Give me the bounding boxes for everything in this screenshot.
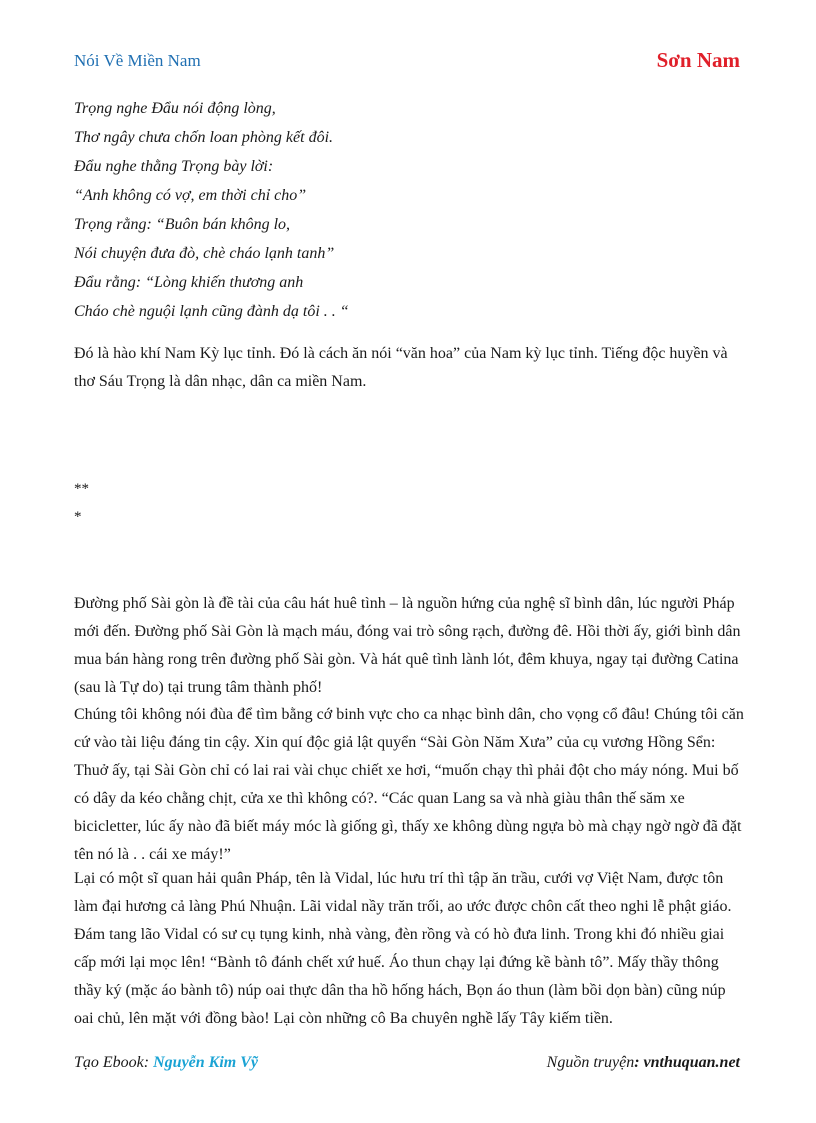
paragraph-1: Đó là hào khí Nam Kỳ lục tỉnh. Đó là cách ăn nói “văn hoa” của Nam kỳ lục tỉnh. Tiếng độc huyền và thơ Sáu Trọng là dân nhạc, dân ca miền Nam. [74,345,728,390]
source-site: vnthuquan.net [643,1054,740,1071]
ebook-label: Tạo Ebook [74,1054,144,1071]
poem-line: “Anh không có vợ, em thời chỉ cho” [74,187,307,204]
paragraph-3: Chúng tôi không nói đùa để tìm bằng cớ binh vực cho ca nhạc bình dân, cho vọng cổ đâu! Chúng tôi căn cứ vào tài liệu đáng tin cậy. Xin quí độc giả lật quyển “Sài Gòn Năm Xưa” của cụ vương Hồng Sển: Thuở ấy, tại Sài Gòn chỉ có lai rai vài chục chiết xe hơi, “muốn chạy thì phải đột cho máy nóng. Mui bố có dây da kéo chằng chịt, cửa xe thì không có?. “Các quan Lang sa và nhà giàu thân thế săm xe bicicletter, lúc ấy nào đã biết máy móc là giống gì, thấy xe không dùng ngựa bò mà chạy ngờ ngờ đã đặt tên nó là . . cái xe máy!” [74,706,744,863]
poem-line: Đẩu nghe thằng Trọng bày lời: [74,158,274,175]
ebook-separator: : [143,1054,154,1071]
book-title: Nói Về Miền Nam [74,51,201,70]
separator-single-star: * [74,509,82,525]
poem-line: Nói chuyện đưa đò, chè cháo lạnh tanh” [74,245,335,262]
author-name: Sơn Nam [656,48,740,72]
poem-line: Đẩu rằng: “Lòng khiến thương anh [74,274,304,291]
poem-line: Cháo chè nguội lạnh cũng đành dạ tôi . . “ [74,303,349,320]
separator-double-star: ** [74,481,89,497]
poem-line: Trọng nghe Đẩu nói động lòng, [74,100,276,117]
footer-ebook-credit [74,1054,258,1072]
poem-line: Thơ ngây chưa chốn loan phòng kết đôi. [74,129,334,146]
ebook-creator-name: Nguyễn Kim Vỹ [153,1054,258,1071]
paragraph-2: Đường phố Sài gòn là đề tài của câu hát huê tình – là nguồn hứng của nghệ sĩ bình dân, lúc người Pháp mới đến. Đường phố Sài Gòn là mạch máu, đóng vai trò sông rạch, đường đê. Hồi thời ấy, giới bình dân mua bán hàng rong trên đường phố Sài gòn. Và hát quê tình lành lót, đêm khuya, ngay tại đường Catina (sau là Tự do) tại trung tâm thành phố! [74,595,741,696]
footer-source-credit [547,1054,740,1072]
poem-line: Trọng rằng: “Buôn bán không lo, [74,216,291,233]
paragraph-4: Lại có một sĩ quan hải quân Pháp, tên là Vidal, lúc hưu trí thì tập ăn trầu, cưới vợ Việt Nam, được tôn làm đại hương cả làng Phú Nhuận. Lãi vidal nầy trăn trối, ao ước được chôn cất theo nghi lễ phật giáo. Đám tang lão Vidal có sư cụ tụng kinh, nhà vàng, đèn rồng và có hò đưa linh. Trong khi đó nhiều giai cấp mới lại mọc lên! “Bành tô đánh chết xứ huế. Áo thun chạy lại đứng kề bành tô”. Mấy thầy thông thầy ký (mặc áo bành tô) núp oai thực dân tha hồ hống hách, Bọn áo thun (làm bồi dọn bàn) cũng núp oai chủ, lên mặt với đồng bào! Lại còn những cô Ba chuyên nghề lấy Tây kiếm tiền. [74,870,732,1027]
source-separator: : [634,1054,644,1071]
poem [74,94,349,326]
source-label: Nguồn truyện [546,1054,635,1071]
